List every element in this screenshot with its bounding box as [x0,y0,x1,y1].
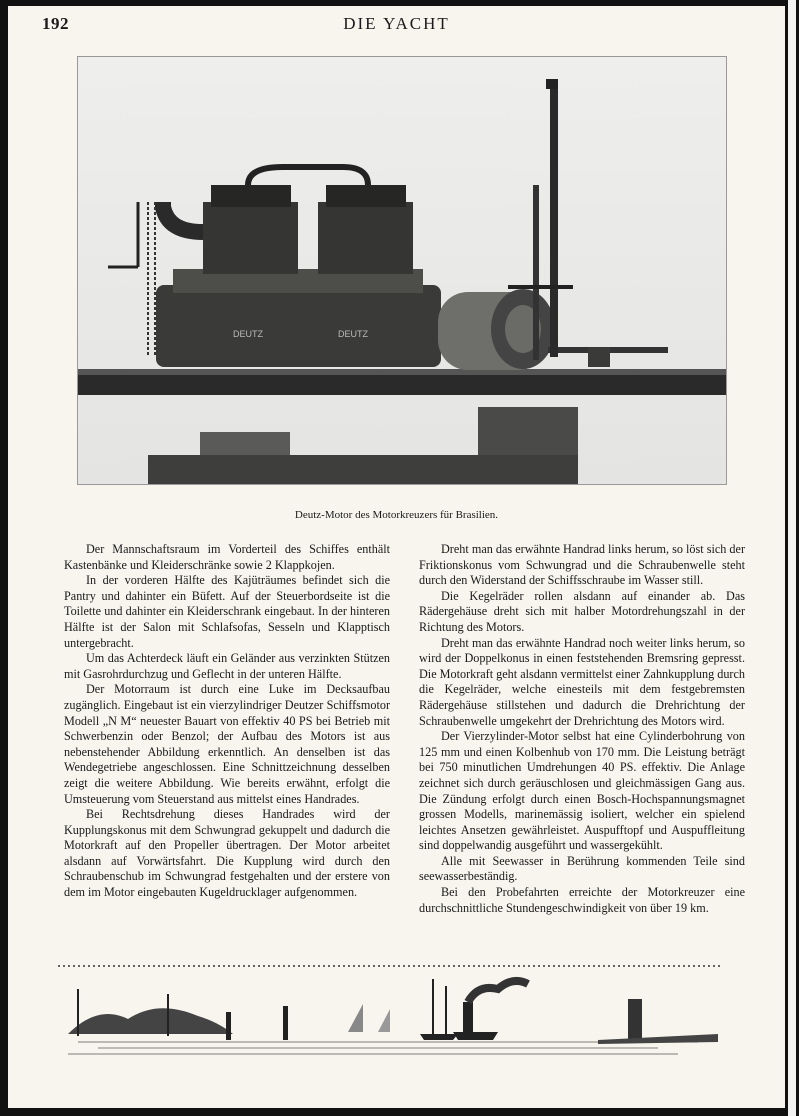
engine-illustration [78,57,726,484]
paragraph: Bei Rechtsdrehung dieses Handrades wird der Kupplungskonus mit dem Schwungrad gekuppelt und dadurch die Motorkraft auf den Propeller übertragen. Der Motor arbeitet alsdann auf Vorwärtsfahrt. Die Kupplung wird durch den Schraubenschub im Schwungrad festgehalten und der erstere von dem im Motor eingebauten Kugeldrucklager aufgenommen. [64,807,390,900]
paragraph: Die Kegelräder rollen alsdann auf einander ab. Das Rädergehäuse dreht sich mit halber Motordrehungszahl in der Richtung des Motors. [419,588,745,634]
exhaust-elbow [163,202,203,232]
cylinder-block-1 [203,202,298,274]
paragraph: Der Mannschaftsraum im Vorderteil des Schiffes enthält Kastenbänke und Kleiderschränke sowie 2 Klappkojen. [64,542,390,572]
control-rod-cap [546,79,558,89]
ship-hull [420,1034,458,1040]
rail-top [78,369,726,375]
intake-pipe [248,167,368,185]
running-title: DIE YACHT [343,14,450,33]
pile [226,1012,231,1040]
page-edge [785,0,799,1116]
paragraph: Der Vierzylinder-Motor selbst hat eine Cylinderbohrung von 125 mm und einen Kolbenhub von 170 mm. Die Leistung beträgt bei 750 minutlichen Umdrehungen 40 PS. effektiv. Die Anlage zeichnet sich durch geräuschlosen und gleichmässigen Gang aus. Die Zündung erfolgt durch einen Bosch-Hochspannungsmagnet grossen Modells, marinemässig isoliert, welcher ein spielend leichtes Ansetzen gewährleistet. Auspufftopf und Auspuffleitung sind doppelwandig ausgeführt und wassergekühlt. [419,729,745,853]
pile [283,1006,288,1040]
sailboat [378,1009,390,1032]
figure-caption: Deutz-Motor des Motorkreuzers für Brasilien. [294,509,499,521]
rail-beam [78,375,726,395]
paragraph: In der vorderen Hälfte des Kajüträumes befindet sich die Pantry und dahinter ein Büfett. Auf der Steuerbordseite ist die Toilette und dahinter ein Kleiderschrank eingebaut. In der hinteren Hälfte ist der Salon mit Schlafsofas, Sesseln und Klapptisch untergebracht. [64,573,390,650]
engraved-label-left: DEUTZ [233,329,263,339]
sailboat [348,1004,363,1032]
cylinder-head-1 [211,185,291,207]
paragraph: Bei den Probefahrten erreichte der Motorkreuzer eine durchschnittliche Stundengeschwindigkeit von über 19 km. [419,885,745,915]
paragraph: Dreht man das erwähnte Handrad links herum, so löst sich der Friktionskonus vom Schwungrad und die Schraubenwelle steht durch den Widerstand der Schiffsschraube im Wasser still. [419,542,745,588]
steamer-hull [453,1032,498,1040]
fitting [588,347,610,367]
harbour-vignette [58,964,723,1064]
smoke [468,981,528,1002]
paragraph: Alle mit Seewasser in Berührung kommenden Teile sind seewasserbeständig. [419,853,745,884]
page-number: 192 [42,14,69,33]
cylinder-block-2 [318,202,413,274]
paragraph: Dreht man das erwähnte Handrad noch weiter links herum, so wird der Doppelkonus in einen feststehenden Bremsring gepresst. Die Motorkraft geht alsdann vermittelst einer Zahnkupplung durch die Kegelräder, welche einesteils mit dem festgebremsten Rädergehäuse stillstehen und dadurch die Drehrichtung der Schraubenwelle umgekehrt der Drehrichtung des Motors wird. [419,635,745,728]
shoreline-trees [68,1008,233,1034]
left-text-column [64,542,390,901]
paragraph: Der Motorraum ist durch eine Luke im Decksaufbau zugänglich. Eingebaut ist ein vierzylindriger Deutzer Schiffsmotor Modell „N M“ neuester Bauart von effektiv 40 PS bei Betrieb mit Schwerbenzin oder Benzol; der Aufbau des Motors ist aus nebenstehender Abbildung erkenntlich. An denselben ist das Wendegetriebe angeschlossen. Eine Schnittzeichnung desselben zeigt die weitere Abbildung. Wie bereits erwähnt, erfolgt die Umsteuerung vom Steuerstand aus mittelst eines Handrades. [64,682,390,806]
control-rod-short [533,185,539,360]
right-text-column [419,542,745,916]
crankcase [156,285,441,367]
engine-photograph [77,56,727,485]
engraved-label-right: DEUTZ [338,329,368,339]
cylinder-head-2 [326,185,406,207]
steamer-funnel [463,1002,473,1032]
magazine-page [8,6,785,1108]
base-foundation [148,455,578,484]
paragraph: Um das Achterdeck läuft ein Geländer aus verzinkten Stützen mit Gasrohrdurchzug und Geflecht in der unteren Hälfte. [64,651,390,681]
harbour-illustration [58,964,723,1064]
pier [598,1034,718,1044]
control-rod-tall [550,87,558,357]
base-pedestal [478,407,578,455]
tower [628,999,642,1039]
